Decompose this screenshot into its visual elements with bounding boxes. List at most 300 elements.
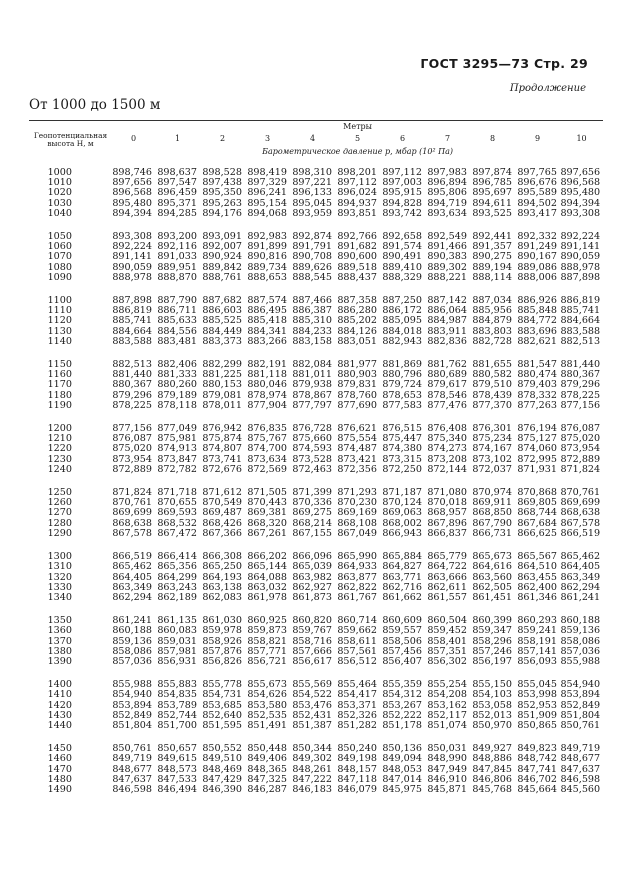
pressure-cell: 860,083 [157, 625, 197, 637]
pressure-cell: 890,167 [517, 251, 557, 263]
pressure-cell: 848,365 [247, 763, 287, 775]
height-cell: 1190 [47, 399, 72, 411]
pressure-cell: 846,183 [292, 783, 332, 795]
pressure-cell: 883,051 [337, 335, 377, 347]
pressure-cell: 870,974 [472, 487, 512, 499]
column-header: 10 [576, 134, 587, 144]
pressure-cell: 874,593 [292, 443, 332, 455]
pressure-cell: 868,108 [337, 517, 377, 529]
pressure-cell: 868,744 [517, 507, 557, 519]
pressure-cell: 889,842 [202, 261, 242, 273]
pressure-cell: 845,871 [427, 783, 467, 795]
pressure-cell: 858,086 [112, 645, 152, 657]
pressure-cell: 867,049 [337, 527, 377, 539]
pressure-cell: 872,995 [517, 453, 557, 465]
table-row [29, 603, 603, 626]
pressure-cell: 879,189 [157, 389, 197, 401]
pressure-cell: 878,332 [517, 389, 557, 401]
pressure-cell: 879,296 [560, 379, 601, 391]
pressure-cell: 893,959 [292, 207, 332, 219]
pressure-cell: 862,083 [202, 591, 242, 603]
pressure-cell: 856,512 [337, 655, 377, 667]
pressure-cell: 872,889 [112, 463, 152, 475]
pressure-cell: 862,294 [112, 591, 152, 603]
pressure-cell: 868,638 [112, 517, 152, 529]
pressure-cell: 887,898 [560, 271, 601, 283]
pressure-cell: 892,224 [560, 231, 601, 243]
pressure-cell: 884,879 [472, 315, 512, 327]
height-cell: 1210 [47, 433, 72, 445]
pressure-cell: 865,462 [560, 551, 601, 563]
pressure-cell: 888,006 [517, 271, 557, 283]
table-row [29, 475, 603, 498]
pressure-cell: 867,684 [517, 517, 557, 529]
pressure-cell: 854,940 [112, 689, 152, 701]
pressure-cell: 892,332 [517, 231, 557, 243]
table-row [29, 411, 603, 434]
column-header: 0 [130, 134, 137, 144]
pressure-cell: 885,956 [472, 305, 512, 317]
pressure-cell: 878,653 [382, 389, 422, 401]
pressure-cell: 849,510 [202, 753, 242, 765]
pressure-cell: 869,593 [157, 507, 197, 519]
pressure-cell: 859,347 [472, 625, 512, 637]
pressure-cell: 849,094 [382, 753, 422, 765]
pressure-cell: 848,573 [157, 763, 197, 775]
pressure-cell: 856,617 [292, 655, 332, 667]
pressure-cell: 884,341 [247, 325, 287, 337]
pressure-cell: 878,225 [560, 389, 601, 401]
pressure-cell: 896,568 [560, 177, 601, 189]
pressure-cell: 868,426 [202, 517, 242, 529]
table-row [29, 209, 603, 219]
pressure-cell: 887,466 [292, 295, 332, 307]
height-cell: 1340 [47, 591, 72, 603]
pressure-cell: 881,440 [112, 369, 152, 381]
pressure-cell: 868,214 [292, 517, 332, 529]
pressure-cell: 898,746 [112, 167, 152, 178]
pressure-cell: 849,927 [472, 743, 512, 755]
column-header: 6 [399, 134, 406, 144]
pressure-cell: 867,896 [427, 517, 467, 529]
pressure-cell: 894,719 [427, 197, 467, 209]
pressure-cell: 897,874 [472, 167, 512, 178]
table-row [29, 529, 603, 539]
pressure-cell: 863,877 [337, 571, 377, 583]
height-cell: 1290 [47, 527, 72, 539]
pressure-cell: 848,261 [292, 763, 332, 775]
pressure-cell: 873,954 [112, 453, 152, 465]
pressure-cell: 880,367 [112, 379, 152, 391]
pressure-cell: 871,187 [382, 487, 422, 499]
pressure-cell: 859,978 [202, 625, 242, 637]
pressure-cell: 854,103 [472, 689, 512, 701]
pressure-cell: 847,429 [202, 773, 242, 785]
height-cell: 1250 [47, 487, 72, 499]
pressure-cell: 862,611 [427, 581, 467, 593]
pressure-cell: 855,988 [560, 655, 601, 667]
pressure-cell: 851,595 [202, 719, 242, 731]
pressure-cell: 868,638 [560, 507, 601, 519]
pressure-cell: 869,169 [337, 507, 377, 519]
pressure-cell: 886,172 [382, 305, 422, 317]
pressure-cell: 881,333 [157, 369, 197, 381]
pressure-cell: 845,560 [560, 783, 601, 795]
pressure-cell: 897,221 [292, 177, 332, 189]
pressure-cell: 871,824 [560, 463, 601, 475]
pressure-cell: 897,112 [382, 167, 422, 178]
height-cell: 1430 [47, 709, 72, 721]
pressure-cell: 853,371 [337, 699, 377, 711]
column-header: 4 [309, 134, 316, 144]
pressure-cell: 895,589 [517, 187, 557, 199]
table-row [29, 465, 603, 475]
pressure-cell: 861,241 [112, 615, 152, 627]
pressure-cell: 885,310 [292, 315, 332, 327]
pressure-cell: 859,031 [157, 635, 197, 647]
pressure-cell: 863,032 [247, 581, 287, 593]
pressure-cell: 874,273 [427, 443, 467, 455]
pressure-cell: 891,466 [427, 241, 467, 253]
pressure-cell: 847,949 [427, 763, 467, 775]
pressure-cell: 896,568 [112, 187, 152, 199]
pressure-cell: 858,191 [517, 635, 557, 647]
pressure-cell: 882,836 [427, 335, 467, 347]
pressure-cell: 853,894 [560, 689, 601, 701]
column-number-row [29, 133, 603, 146]
pressure-cell: 876,194 [517, 423, 557, 435]
height-cell: 1490 [47, 783, 72, 795]
pressure-cell: 878,118 [157, 399, 197, 411]
pressure-cell: 879,081 [202, 389, 242, 401]
pressure-cell: 877,049 [157, 423, 197, 435]
pressure-cell: 885,202 [337, 315, 377, 327]
height-cell: 1280 [47, 517, 72, 529]
pressure-cell: 860,714 [337, 615, 377, 627]
pressure-cell: 853,580 [247, 699, 287, 711]
pressure-cell: 897,329 [247, 177, 287, 189]
pressure-cell: 882,513 [112, 359, 152, 371]
pressure-cell: 877,156 [560, 399, 601, 411]
pressure-cell: 887,358 [337, 295, 377, 307]
pressure-cell: 881,869 [382, 359, 422, 371]
pressure-cell: 864,722 [427, 561, 467, 573]
pressure-cell: 861,451 [472, 591, 512, 603]
pressure-cell: 895,154 [247, 197, 287, 209]
height-cell: 1380 [47, 645, 72, 657]
pressure-cell: 854,731 [202, 689, 242, 701]
pressure-cell: 870,761 [560, 487, 601, 499]
pressure-cell: 863,455 [517, 571, 557, 583]
pressure-cell: 889,410 [382, 261, 422, 273]
height-cell: 1470 [47, 763, 72, 775]
pressure-cell: 887,682 [202, 295, 242, 307]
pressure-cell: 877,156 [112, 423, 152, 435]
column-header: 2 [219, 134, 226, 144]
pressure-cell: 897,003 [382, 177, 422, 189]
height-cell: 1180 [47, 389, 72, 401]
height-cell: 1310 [47, 561, 72, 573]
pressure-cell: 854,626 [247, 689, 287, 701]
pressure-cell: 892,549 [427, 231, 467, 243]
pressure-cell: 863,771 [382, 571, 422, 583]
pressure-cell: 883,588 [560, 325, 601, 337]
pressure-cell: 894,394 [112, 207, 152, 219]
pressure-cell: 865,462 [112, 561, 152, 573]
pressure-cell: 856,721 [247, 655, 287, 667]
pressure-cell: 886,603 [202, 305, 242, 317]
pressure-cell: 850,448 [247, 743, 287, 755]
pressure-cell: 882,406 [157, 359, 197, 371]
pressure-cell: 898,201 [337, 167, 377, 178]
pressure-cell: 887,034 [472, 295, 512, 307]
page-number: 29 [570, 56, 588, 71]
pressure-cell: 876,942 [202, 423, 242, 435]
range-title: От 1000 до 1500 м [29, 97, 161, 113]
pressure-cell: 884,018 [382, 325, 422, 337]
height-cell: 1140 [47, 335, 72, 347]
pressure-cell: 867,155 [292, 527, 332, 539]
pressure-cell: 888,114 [472, 271, 512, 283]
pressure-cell: 883,803 [472, 325, 512, 337]
pressure-cell: 869,699 [560, 497, 601, 509]
pressure-cell: 876,301 [472, 423, 512, 435]
pressure-cell: 871,824 [112, 487, 152, 499]
pressure-cell: 885,633 [157, 315, 197, 327]
table-body [29, 159, 603, 795]
height-cell: 1440 [47, 719, 72, 731]
pressure-cell: 861,978 [247, 591, 287, 603]
pressure-cell: 875,127 [517, 433, 557, 445]
pressure-cell: 883,373 [202, 335, 242, 347]
pressure-cell: 891,357 [472, 241, 512, 253]
pressure-cell: 875,447 [382, 433, 422, 445]
height-cell: 1230 [47, 453, 72, 465]
pressure-cell: 878,974 [247, 389, 287, 401]
pressure-cell: 891,249 [517, 241, 557, 253]
pressure-cell: 871,080 [427, 487, 467, 499]
pressure-cell: 882,621 [517, 335, 557, 347]
pressure-cell: 879,296 [112, 389, 152, 401]
pressure-cell: 862,822 [337, 581, 377, 593]
pressure-cell: 845,664 [517, 783, 557, 795]
pressure-cell: 869,063 [382, 507, 422, 519]
pressure-cell: 857,456 [382, 645, 422, 657]
pressure-cell: 895,350 [202, 187, 242, 199]
pressure-cell: 862,294 [560, 581, 601, 593]
pressure-cell: 854,417 [337, 689, 377, 701]
height-cell: 1040 [47, 207, 72, 219]
pressure-cell: 881,118 [247, 369, 287, 381]
pressure-cell: 873,954 [560, 443, 601, 455]
pressure-cell: 878,439 [472, 389, 512, 401]
table-row [29, 219, 603, 242]
pressure-cell: 865,673 [472, 551, 512, 563]
pressure-cell: 867,578 [112, 527, 152, 539]
pressure-cell: 856,093 [517, 655, 557, 667]
pressure-cell: 851,700 [157, 719, 197, 731]
pressure-table [29, 120, 603, 795]
pressure-cell: 882,513 [560, 335, 601, 347]
pressure-cell: 890,708 [292, 251, 332, 263]
pressure-cell: 893,742 [382, 207, 422, 219]
pressure-cell: 866,731 [472, 527, 512, 539]
table-row [29, 273, 603, 283]
pressure-cell: 890,816 [247, 251, 287, 263]
pressure-cell: 852,431 [292, 709, 332, 721]
pressure-cell: 886,711 [157, 305, 197, 317]
pressure-cell: 880,474 [517, 369, 557, 381]
pressure-cell: 862,505 [472, 581, 512, 593]
pressure-cell: 877,797 [292, 399, 332, 411]
pressure-cell: 886,064 [427, 305, 467, 317]
pressure-cell: 849,823 [517, 743, 557, 755]
table-row [29, 159, 603, 178]
pressure-cell: 855,988 [112, 679, 152, 691]
pressure-cell: 890,275 [472, 251, 512, 263]
pressure-cell: 876,087 [112, 433, 152, 445]
pressure-cell: 846,702 [517, 773, 557, 785]
pressure-cell: 854,312 [382, 689, 422, 701]
pressure-cell: 896,894 [427, 177, 467, 189]
pressure-cell: 850,761 [560, 719, 601, 731]
pressure-cell: 875,340 [427, 433, 467, 445]
pressure-cell: 886,819 [112, 305, 152, 317]
pressure-cell: 892,007 [202, 241, 242, 253]
column-header: 7 [444, 134, 451, 144]
pressure-cell: 876,621 [337, 423, 377, 435]
pressure-cell: 853,267 [382, 699, 422, 711]
pressure-cell: 889,194 [472, 261, 512, 273]
table-row [29, 562, 603, 572]
pressure-cell: 873,634 [247, 453, 287, 465]
pressure-cell: 859,452 [427, 625, 467, 637]
pressure-cell: 863,349 [112, 581, 152, 593]
pressure-cell: 868,850 [472, 507, 512, 519]
table-row [29, 283, 603, 306]
pressure-cell: 852,013 [472, 709, 512, 721]
height-cell: 1130 [47, 325, 72, 337]
pressure-cell: 872,250 [382, 463, 422, 475]
pressure-cell: 861,873 [292, 591, 332, 603]
height-cell: 1390 [47, 655, 72, 667]
pressure-cell: 865,039 [292, 561, 332, 573]
pressure-cell: 850,344 [292, 743, 332, 755]
pressure-cell: 872,356 [337, 463, 377, 475]
pressure-cell: 888,545 [292, 271, 332, 283]
pressure-cell: 857,876 [202, 645, 242, 657]
pressure-cell: 862,716 [382, 581, 422, 593]
pressure-cell: 895,697 [472, 187, 512, 199]
pressure-cell: 881,440 [560, 359, 601, 371]
pressure-cell: 893,525 [472, 207, 512, 219]
pressure-cell: 855,045 [517, 679, 557, 691]
pressure-cell: 897,656 [560, 167, 601, 178]
pressure-cell: 873,208 [427, 453, 467, 465]
pressure-cell: 892,874 [292, 231, 332, 243]
pressure-cell: 872,463 [292, 463, 332, 475]
pressure-cell: 896,241 [247, 187, 287, 199]
pressure-cell: 870,549 [202, 497, 242, 509]
pressure-cell: 856,826 [202, 655, 242, 667]
page-label: Стр. [534, 56, 566, 71]
standard-number: ГОСТ 3295—73 [420, 56, 530, 71]
pressure-cell: 866,519 [112, 551, 152, 563]
pressure-cell: 847,533 [157, 773, 197, 785]
pressure-cell: 895,915 [382, 187, 422, 199]
pressure-cell: 885,848 [517, 305, 557, 317]
pressure-cell: 852,535 [247, 709, 287, 721]
pressure-cell: 894,937 [337, 197, 377, 209]
table-row [29, 539, 603, 562]
pressure-cell: 871,718 [157, 487, 197, 499]
pressure-cell: 854,522 [292, 689, 332, 701]
pressure-cell: 861,241 [560, 591, 601, 603]
table-row [29, 785, 603, 795]
pressure-cell: 851,804 [560, 709, 601, 721]
pressure-cell: 892,658 [382, 231, 422, 243]
pressure-cell: 884,556 [157, 325, 197, 337]
pressure-cell: 869,911 [472, 497, 512, 509]
pressure-cell: 856,931 [157, 655, 197, 667]
pressure-cell: 848,677 [560, 753, 601, 765]
pressure-cell: 866,414 [157, 551, 197, 563]
pressure-cell: 888,978 [112, 271, 152, 283]
pressure-cell: 855,778 [202, 679, 242, 691]
height-cell: 1400 [47, 679, 72, 691]
pressure-cell: 883,158 [292, 335, 332, 347]
pressure-cell: 863,666 [427, 571, 467, 583]
pressure-cell: 846,287 [247, 783, 287, 795]
pressure-cell: 886,926 [517, 295, 557, 307]
pressure-cell: 867,366 [202, 527, 242, 539]
pressure-cell: 850,865 [517, 719, 557, 731]
pressure-cell: 873,847 [157, 453, 197, 465]
page-header [420, 56, 588, 71]
pressure-cell: 866,308 [202, 551, 242, 563]
table-row [29, 667, 603, 690]
pressure-cell: 875,020 [112, 443, 152, 455]
pressure-cell: 855,359 [382, 679, 422, 691]
pressure-cell: 887,898 [112, 295, 152, 307]
pressure-cell: 896,133 [292, 187, 332, 199]
pressure-cell: 855,254 [427, 679, 467, 691]
pressure-cell: 891,682 [337, 241, 377, 253]
pressure-cell: 859,557 [382, 625, 422, 637]
pressure-cell: 884,664 [560, 315, 601, 327]
pressure-cell: 874,380 [382, 443, 422, 455]
pressure-cell: 868,320 [247, 517, 287, 529]
pressure-cell: 860,188 [112, 625, 152, 637]
pressure-cell: 879,510 [472, 379, 512, 391]
pressure-cell: 875,234 [472, 433, 512, 445]
pressure-cell: 864,405 [112, 571, 152, 583]
pressure-cell: 881,547 [517, 359, 557, 371]
pressure-cell: 864,510 [517, 561, 557, 573]
pressure-cell: 848,677 [112, 763, 152, 775]
pressure-cell: 862,400 [517, 581, 557, 593]
height-cell: 1200 [47, 423, 72, 435]
pressure-cell: 893,851 [337, 207, 377, 219]
pressure-cell: 895,371 [157, 197, 197, 209]
pressure-cell: 860,925 [247, 615, 287, 627]
pressure-cell: 883,911 [427, 325, 467, 337]
pressure-cell: 888,437 [337, 271, 377, 283]
pressure-cell: 846,598 [112, 783, 152, 795]
pressure-cell: 870,018 [427, 497, 467, 509]
pressure-cell: 864,405 [560, 561, 601, 573]
pressure-cell: 884,126 [337, 325, 377, 337]
